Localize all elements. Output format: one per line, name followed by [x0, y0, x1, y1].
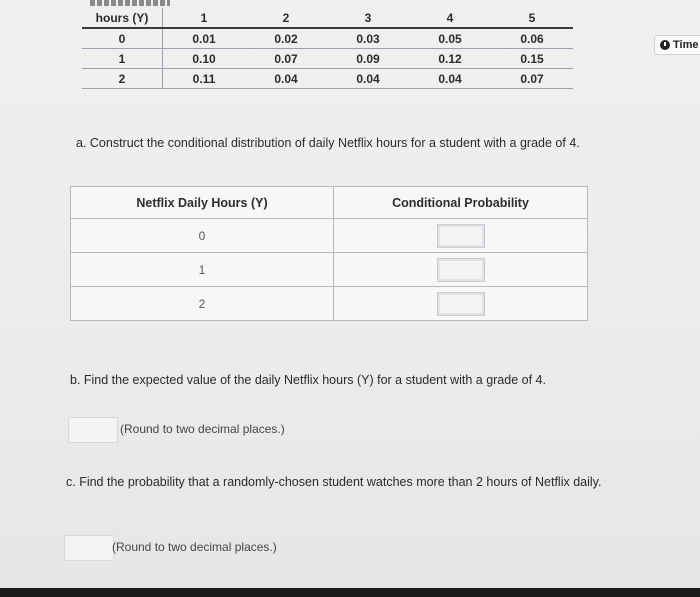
table-cell: 0.02 [245, 28, 327, 49]
table-cell: 0.04 [245, 69, 327, 89]
cropped-header-fragment [90, 0, 170, 6]
y-value: 1 [82, 49, 163, 69]
hours-value: 1 [71, 253, 334, 287]
probability-input-y1[interactable] [437, 258, 485, 282]
clock-icon [660, 40, 670, 50]
probability-answer-input[interactable] [64, 535, 114, 561]
table-header-row [71, 187, 588, 219]
time-button[interactable] [654, 35, 700, 55]
y-value: 2 [82, 69, 163, 89]
question-a: a. Construct the conditional distribution of daily Netflix hours for a student with a grade of 4. [76, 136, 580, 150]
probability-cell [334, 287, 588, 321]
table-row [71, 219, 588, 253]
table-cell: 0.06 [491, 28, 573, 49]
table-cell: 0.07 [245, 49, 327, 69]
hours-header: hours (Y) [82, 8, 163, 28]
netflix-hours-header: Netflix Daily Hours (Y) [71, 187, 334, 219]
table-cell: 0.11 [163, 69, 246, 89]
probability-input-y0[interactable] [437, 224, 485, 248]
table-cell: 0.01 [163, 28, 246, 49]
table-cell: 0.04 [409, 69, 491, 89]
expected-value-input[interactable] [68, 417, 118, 443]
grade-header: 1 [163, 8, 246, 28]
table-cell: 0.07 [491, 69, 573, 89]
table-cell: 0.09 [327, 49, 409, 69]
probability-cell [334, 253, 588, 287]
table-row [71, 287, 588, 321]
joint-distribution-table [82, 8, 573, 89]
hours-value: 2 [71, 287, 334, 321]
question-c: c. Find the probability that a randomly-chosen student watches more than 2 hours of Netflix daily. [66, 475, 602, 489]
table-cell: 0.03 [327, 28, 409, 49]
probability-cell [334, 219, 588, 253]
grade-header: 2 [245, 8, 327, 28]
table-cell: 0.05 [409, 28, 491, 49]
table-row [82, 28, 573, 49]
y-value: 0 [82, 28, 163, 49]
question-b: b. Find the expected value of the daily Netflix hours (Y) for a student with a grade of 4. [70, 373, 546, 387]
table-row [71, 253, 588, 287]
time-label: Time [673, 39, 699, 51]
table-row [82, 49, 573, 69]
table-cell: 0.15 [491, 49, 573, 69]
table-cell: 0.12 [409, 49, 491, 69]
rounding-hint: (Round to two decimal places.) [112, 540, 277, 554]
grade-header: 3 [327, 8, 409, 28]
table-cell: 0.10 [163, 49, 246, 69]
conditional-probability-header: Conditional Probability [334, 187, 588, 219]
grade-header: 4 [409, 8, 491, 28]
grade-header: 5 [491, 8, 573, 28]
screen-bottom-bezel [0, 588, 700, 597]
hours-value: 0 [71, 219, 334, 253]
rounding-hint: (Round to two decimal places.) [120, 422, 285, 436]
table-cell: 0.04 [327, 69, 409, 89]
table-row [82, 69, 573, 89]
probability-input-y2[interactable] [437, 292, 485, 316]
table-header-row [82, 8, 573, 28]
conditional-distribution-table [70, 186, 588, 321]
